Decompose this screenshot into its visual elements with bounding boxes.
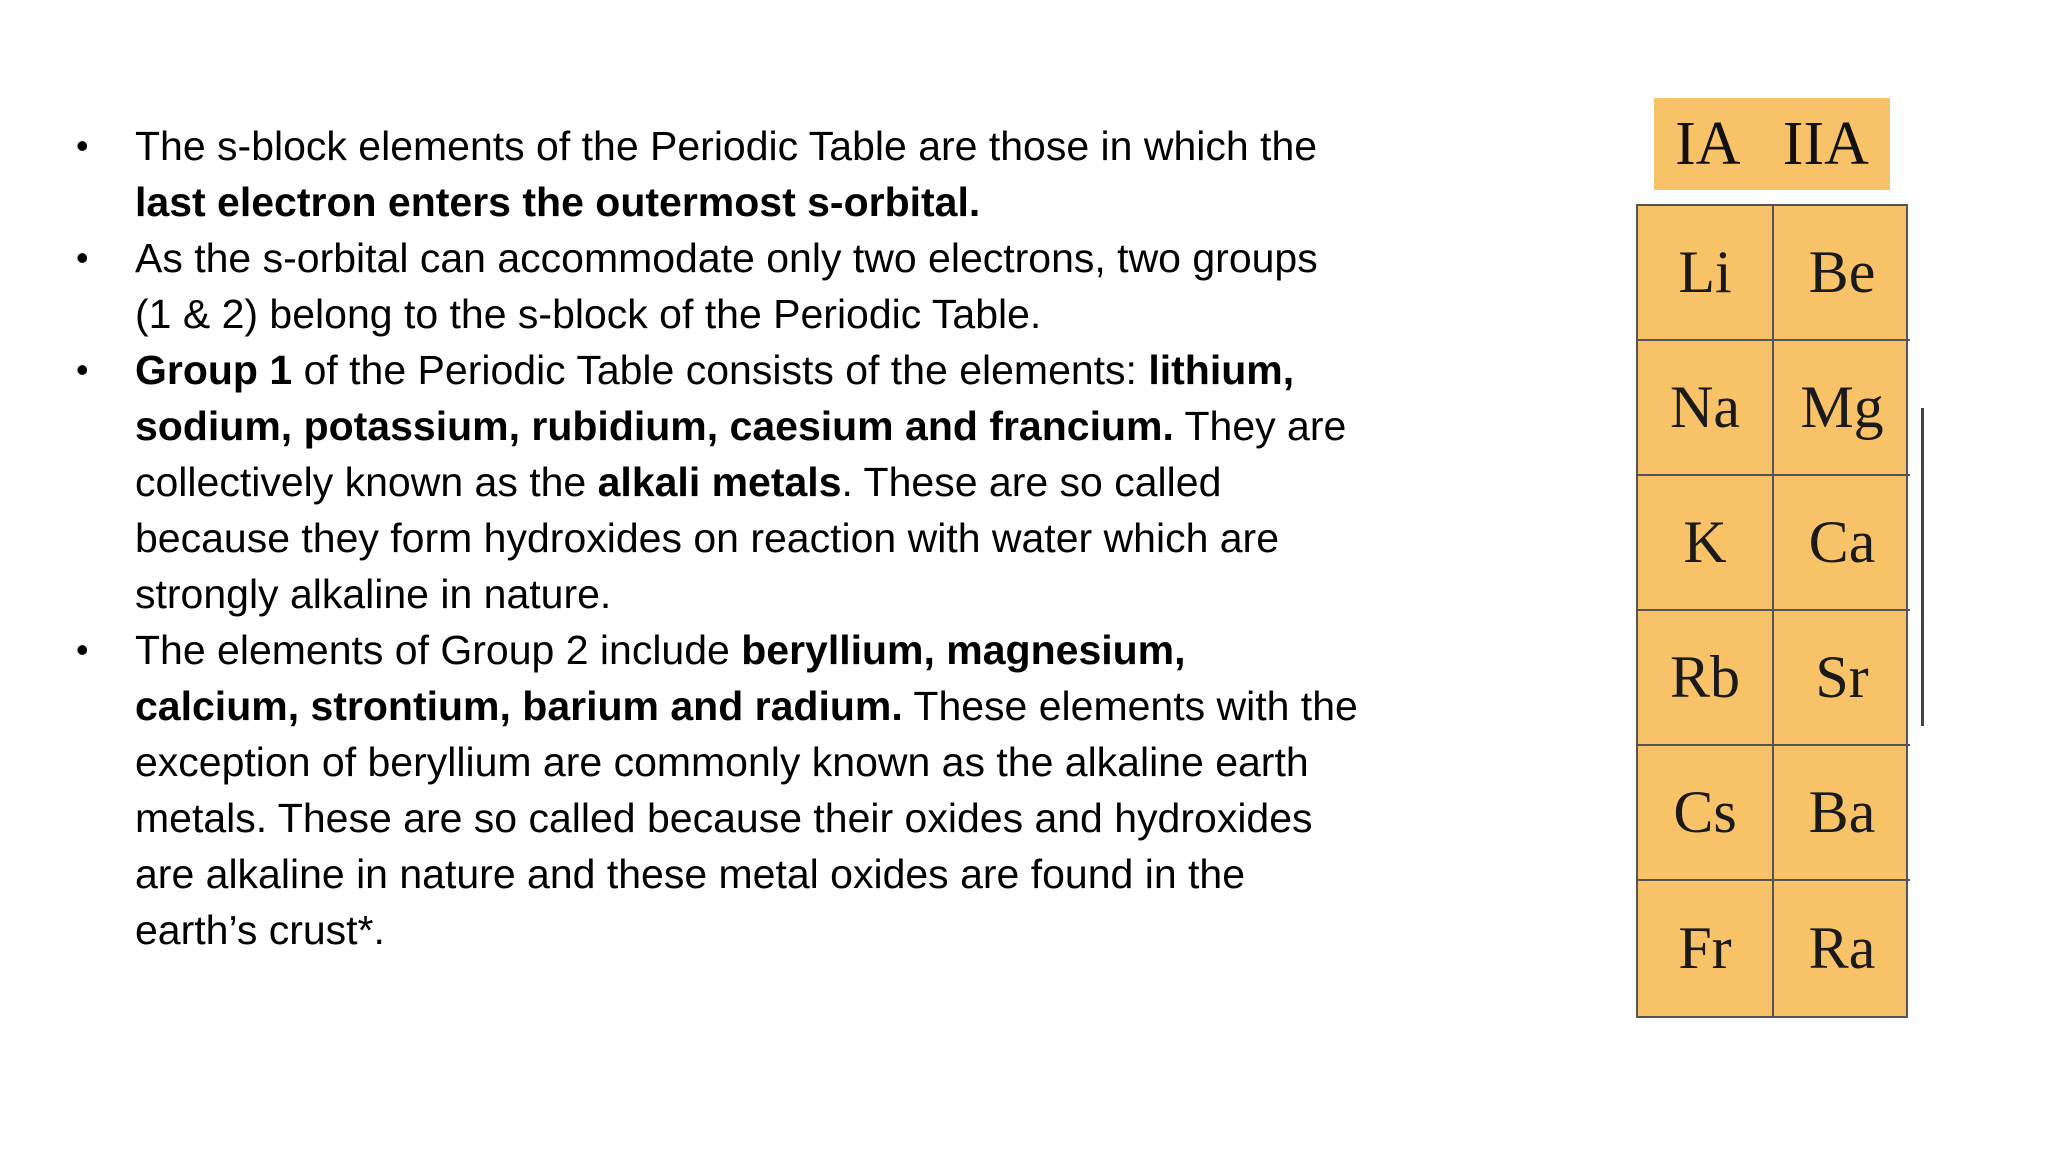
element-cell-na: Na	[1638, 341, 1774, 476]
element-cell-rb: Rb	[1638, 611, 1774, 746]
element-cell-ba: Ba	[1774, 746, 1910, 881]
bold-text: lithium, sodium, potassium, rubidium, caesium and francium.	[135, 347, 1295, 449]
bold-text: last electron enters the outermost s-orbital.	[135, 179, 981, 225]
bullet-dot: •	[76, 125, 89, 166]
element-cell-ra: Ra	[1808, 915, 1876, 981]
element-cell-k: K	[1638, 476, 1774, 611]
text-segment: The s-block elements of the Periodic Table are those in which the	[135, 123, 1318, 169]
text-segment: They are collectively known as the	[135, 403, 1347, 505]
element-cell-sr: Sr	[1774, 611, 1910, 746]
bullet-dot: •	[76, 629, 89, 670]
element-cell-be: Be	[1774, 206, 1910, 341]
bullet-item	[70, 622, 1360, 958]
text-segment: of the Periodic Table consists of the elements:	[292, 347, 1149, 393]
group-ia-label: IA	[1675, 109, 1741, 178]
group-header	[1654, 98, 1890, 190]
text-segment: As the s-orbital can accommodate only two electrons, two groups (1 & 2) belong to the s-block of the Periodic Table.	[135, 235, 1318, 337]
bullet-list	[70, 118, 1360, 958]
bullet-item	[70, 342, 1360, 622]
bullet-item	[70, 230, 1360, 342]
element-grid	[1636, 204, 1908, 1018]
bold-text: beryllium, magnesium, calcium, strontium, barium and radium.	[135, 627, 1186, 729]
text-segment: . These are so called because they form hydroxides on reaction with water which are strongly alkaline in nature.	[135, 459, 1280, 617]
bullet-item	[70, 118, 1360, 230]
element-cell-mg: Mg	[1774, 341, 1910, 476]
text-segment: The elements of Group 2 include	[135, 627, 742, 673]
bold-text: alkali metals	[597, 459, 842, 505]
bullet-dot: •	[76, 349, 89, 390]
element-cell-ca: Ca	[1774, 476, 1910, 611]
element-cell-fr: Fr	[1638, 881, 1774, 1016]
element-cell-cs: Cs	[1638, 746, 1774, 881]
group-iia-label: IIA	[1782, 109, 1869, 178]
element-cell-li: Li	[1638, 206, 1774, 341]
text-segment: These elements with the exception of beryllium are commonly known as the alkaline earth metals. These are so called because their oxides and hydroxides are alkaline in nature and these metal oxides are found in the earth’s crust*.	[135, 683, 1358, 953]
bold-text: Group 1	[135, 347, 293, 393]
divider-line	[1921, 408, 1924, 726]
bullet-dot: •	[76, 237, 89, 278]
